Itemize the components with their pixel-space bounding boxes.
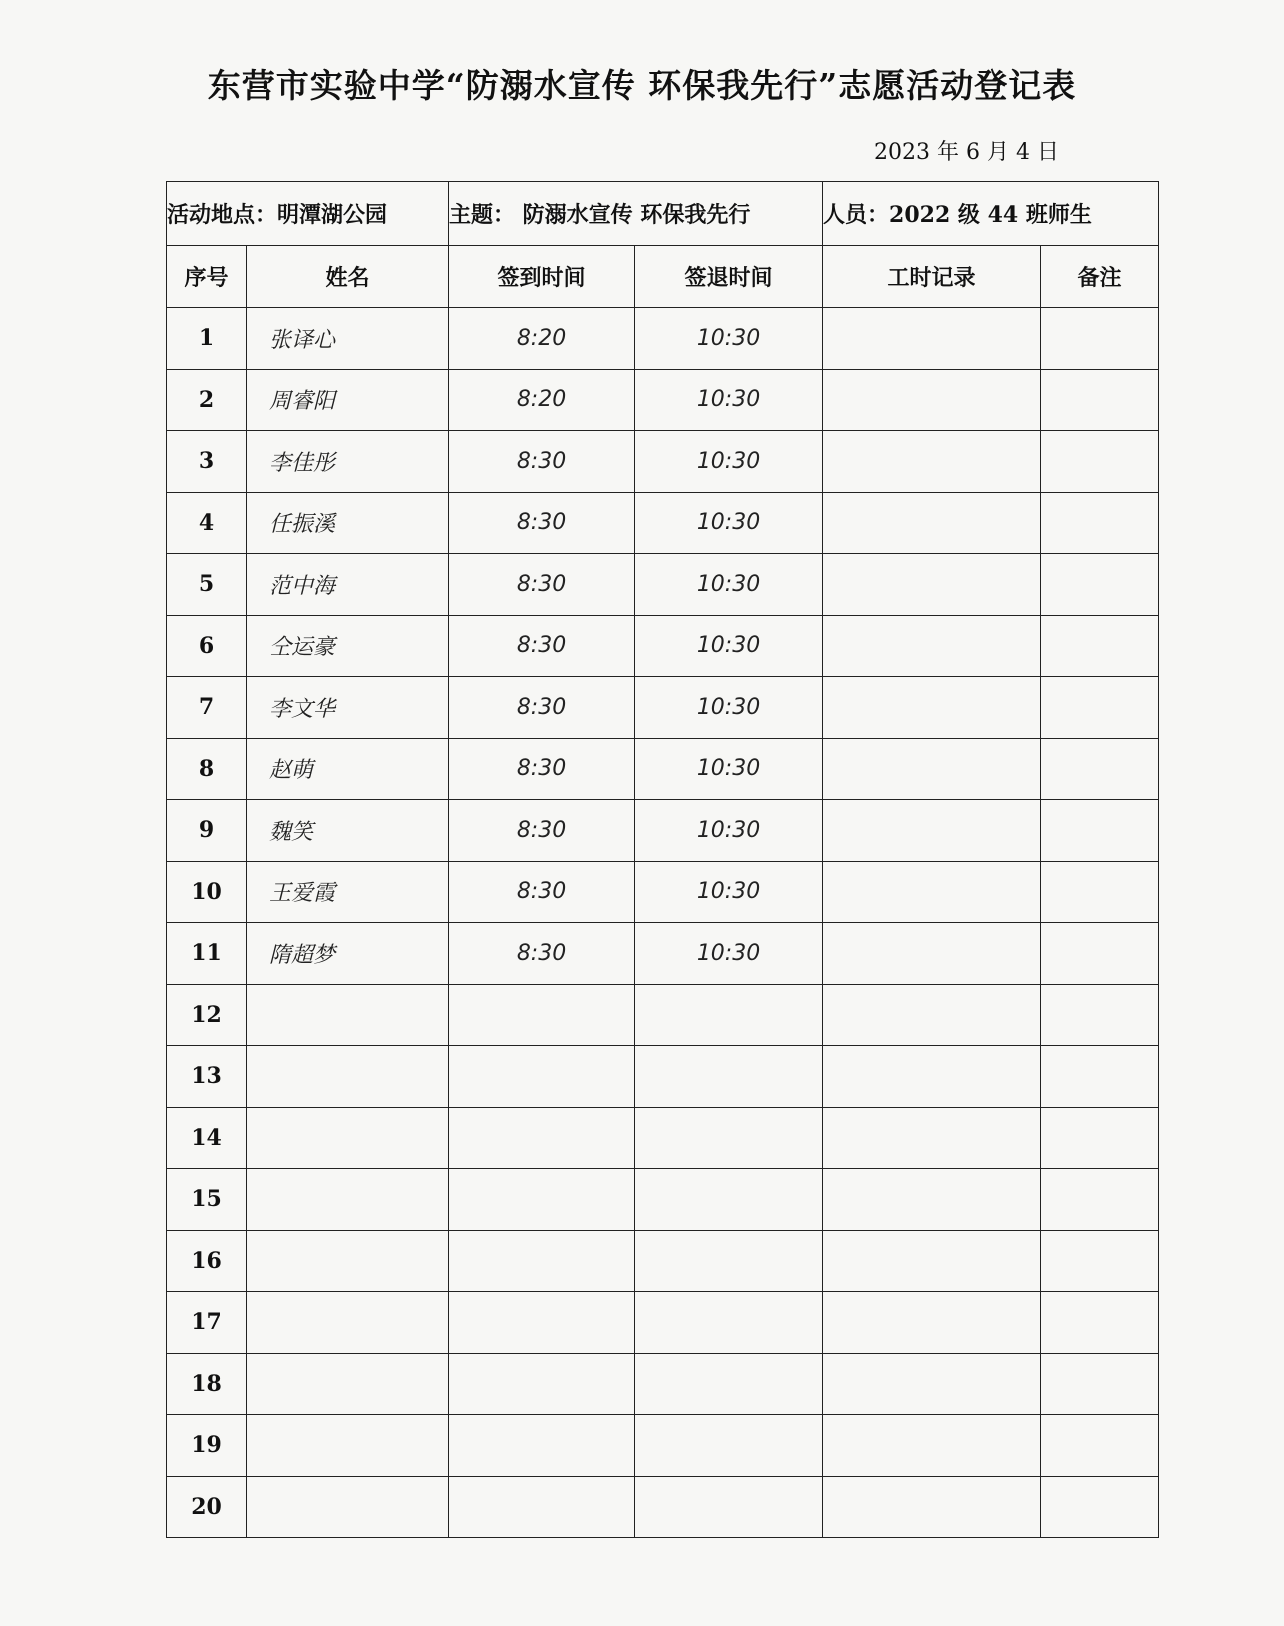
- row-hours: [823, 1046, 1041, 1108]
- row-seq: 2: [167, 369, 247, 431]
- row-checkout: 10:30: [635, 615, 823, 677]
- row-checkin: 8:30: [449, 800, 635, 862]
- row-name: [247, 1169, 449, 1231]
- row-checkout: [635, 1415, 823, 1477]
- row-hours: [823, 800, 1041, 862]
- row-remarks: [1041, 615, 1159, 677]
- row-checkout: 10:30: [635, 738, 823, 800]
- table-row: [167, 1415, 1159, 1477]
- row-seq: 17: [167, 1292, 247, 1354]
- row-hours: [823, 308, 1041, 370]
- registration-table: [166, 181, 1159, 1538]
- table-row: [167, 1169, 1159, 1231]
- row-remarks: [1041, 923, 1159, 985]
- row-checkin: 8:30: [449, 431, 635, 493]
- row-hours: [823, 1292, 1041, 1354]
- row-name: [247, 984, 449, 1046]
- form-date: 2023 年 6 月 4 日: [874, 140, 1059, 165]
- row-seq: 5: [167, 554, 247, 616]
- row-hours: [823, 1353, 1041, 1415]
- row-remarks: [1041, 1353, 1159, 1415]
- row-seq: 4: [167, 492, 247, 554]
- row-checkout: 10:30: [635, 431, 823, 493]
- row-remarks: [1041, 1046, 1159, 1108]
- form-title: 东营市实验中学“防溺水宣传 环保我先行”志愿活动登记表: [207, 66, 1077, 105]
- row-checkout: 10:30: [635, 677, 823, 739]
- row-name: [247, 1107, 449, 1169]
- row-remarks: [1041, 800, 1159, 862]
- header-checkin: 签到时间: [449, 246, 635, 308]
- row-checkin: 8:30: [449, 861, 635, 923]
- table-row: [167, 431, 1159, 493]
- header-checkout: 签退时间: [635, 246, 823, 308]
- row-checkin: 8:20: [449, 369, 635, 431]
- row-name: 赵萌: [247, 738, 449, 800]
- row-remarks: [1041, 431, 1159, 493]
- row-checkout: [635, 1107, 823, 1169]
- row-name: [247, 1230, 449, 1292]
- row-checkin: 8:30: [449, 492, 635, 554]
- row-seq: 12: [167, 984, 247, 1046]
- row-name: 周睿阳: [247, 369, 449, 431]
- row-remarks: [1041, 369, 1159, 431]
- row-name: 范中海: [247, 554, 449, 616]
- row-name: [247, 1476, 449, 1538]
- row-checkin: [449, 1476, 635, 1538]
- row-name: 仝运豪: [247, 615, 449, 677]
- row-remarks: [1041, 1476, 1159, 1538]
- row-hours: [823, 738, 1041, 800]
- table-row: [167, 492, 1159, 554]
- table-row: [167, 1046, 1159, 1108]
- table-row: [167, 861, 1159, 923]
- row-seq: 3: [167, 431, 247, 493]
- row-checkout: 10:30: [635, 800, 823, 862]
- row-remarks: [1041, 677, 1159, 739]
- row-remarks: [1041, 861, 1159, 923]
- row-remarks: [1041, 1169, 1159, 1231]
- table-row: [167, 1230, 1159, 1292]
- row-checkin: [449, 1107, 635, 1169]
- row-hours: [823, 615, 1041, 677]
- row-hours: [823, 492, 1041, 554]
- row-checkout: 10:30: [635, 861, 823, 923]
- table-row: [167, 554, 1159, 616]
- row-name: [247, 1292, 449, 1354]
- row-checkin: 8:30: [449, 738, 635, 800]
- header-hours: 工时记录: [823, 246, 1041, 308]
- row-seq: 6: [167, 615, 247, 677]
- row-seq: 19: [167, 1415, 247, 1477]
- row-checkin: [449, 984, 635, 1046]
- row-seq: 16: [167, 1230, 247, 1292]
- table-row: [167, 800, 1159, 862]
- row-checkout: [635, 1169, 823, 1231]
- row-hours: [823, 1169, 1041, 1231]
- row-seq: 11: [167, 923, 247, 985]
- row-remarks: [1041, 554, 1159, 616]
- row-checkin: 8:30: [449, 923, 635, 985]
- table-row: [167, 677, 1159, 739]
- row-seq: 15: [167, 1169, 247, 1231]
- row-seq: 14: [167, 1107, 247, 1169]
- header-seq: 序号: [167, 246, 247, 308]
- row-hours: [823, 923, 1041, 985]
- row-hours: [823, 554, 1041, 616]
- table-row: [167, 738, 1159, 800]
- table-row: [167, 615, 1159, 677]
- table-row: [167, 923, 1159, 985]
- row-seq: 10: [167, 861, 247, 923]
- row-checkin: [449, 1292, 635, 1354]
- row-name: 魏笑: [247, 800, 449, 862]
- table-row: [167, 1476, 1159, 1538]
- activity-theme: 主题： 防溺水宣传 环保我先行: [449, 182, 823, 246]
- row-hours: [823, 677, 1041, 739]
- row-name: 王爱霞: [247, 861, 449, 923]
- row-checkout: [635, 984, 823, 1046]
- table-row: [167, 1107, 1159, 1169]
- row-hours: [823, 431, 1041, 493]
- table-row: [167, 1292, 1159, 1354]
- row-checkin: 8:30: [449, 554, 635, 616]
- row-hours: [823, 984, 1041, 1046]
- table-row: [167, 369, 1159, 431]
- header-row: [167, 246, 1159, 308]
- row-name: 任振溪: [247, 492, 449, 554]
- row-checkin: [449, 1230, 635, 1292]
- row-name: [247, 1415, 449, 1477]
- row-seq: 20: [167, 1476, 247, 1538]
- row-checkin: 8:30: [449, 677, 635, 739]
- row-hours: [823, 861, 1041, 923]
- header-remarks: 备注: [1041, 246, 1159, 308]
- row-remarks: [1041, 738, 1159, 800]
- row-checkin: 8:20: [449, 308, 635, 370]
- row-name: 李文华: [247, 677, 449, 739]
- row-checkin: [449, 1353, 635, 1415]
- row-checkout: 10:30: [635, 369, 823, 431]
- row-seq: 9: [167, 800, 247, 862]
- row-remarks: [1041, 492, 1159, 554]
- row-checkin: [449, 1415, 635, 1477]
- row-hours: [823, 369, 1041, 431]
- info-row: [167, 182, 1159, 246]
- row-remarks: [1041, 1415, 1159, 1477]
- table-row: [167, 1353, 1159, 1415]
- row-checkin: 8:30: [449, 615, 635, 677]
- row-checkout: 10:30: [635, 492, 823, 554]
- row-checkin: [449, 1046, 635, 1108]
- row-remarks: [1041, 308, 1159, 370]
- table-row: [167, 308, 1159, 370]
- row-remarks: [1041, 1292, 1159, 1354]
- row-checkout: [635, 1292, 823, 1354]
- row-hours: [823, 1107, 1041, 1169]
- row-checkin: [449, 1169, 635, 1231]
- row-remarks: [1041, 1230, 1159, 1292]
- row-seq: 13: [167, 1046, 247, 1108]
- row-seq: 7: [167, 677, 247, 739]
- row-checkout: [635, 1353, 823, 1415]
- row-name: [247, 1353, 449, 1415]
- row-seq: 1: [167, 308, 247, 370]
- row-checkout: [635, 1230, 823, 1292]
- row-name: 张译心: [247, 308, 449, 370]
- row-name: [247, 1046, 449, 1108]
- row-name: 隋超梦: [247, 923, 449, 985]
- row-checkout: 10:30: [635, 308, 823, 370]
- header-name: 姓名: [247, 246, 449, 308]
- row-seq: 8: [167, 738, 247, 800]
- table-row: [167, 984, 1159, 1046]
- activity-people: 人员：2022 级 44 班师生: [823, 182, 1159, 246]
- row-checkout: 10:30: [635, 554, 823, 616]
- row-hours: [823, 1415, 1041, 1477]
- activity-location: 活动地点：明潭湖公园: [167, 182, 449, 246]
- row-checkout: [635, 1476, 823, 1538]
- row-hours: [823, 1230, 1041, 1292]
- row-checkout: 10:30: [635, 923, 823, 985]
- row-remarks: [1041, 984, 1159, 1046]
- row-remarks: [1041, 1107, 1159, 1169]
- row-hours: [823, 1476, 1041, 1538]
- row-seq: 18: [167, 1353, 247, 1415]
- row-name: 李佳彤: [247, 431, 449, 493]
- row-checkout: [635, 1046, 823, 1108]
